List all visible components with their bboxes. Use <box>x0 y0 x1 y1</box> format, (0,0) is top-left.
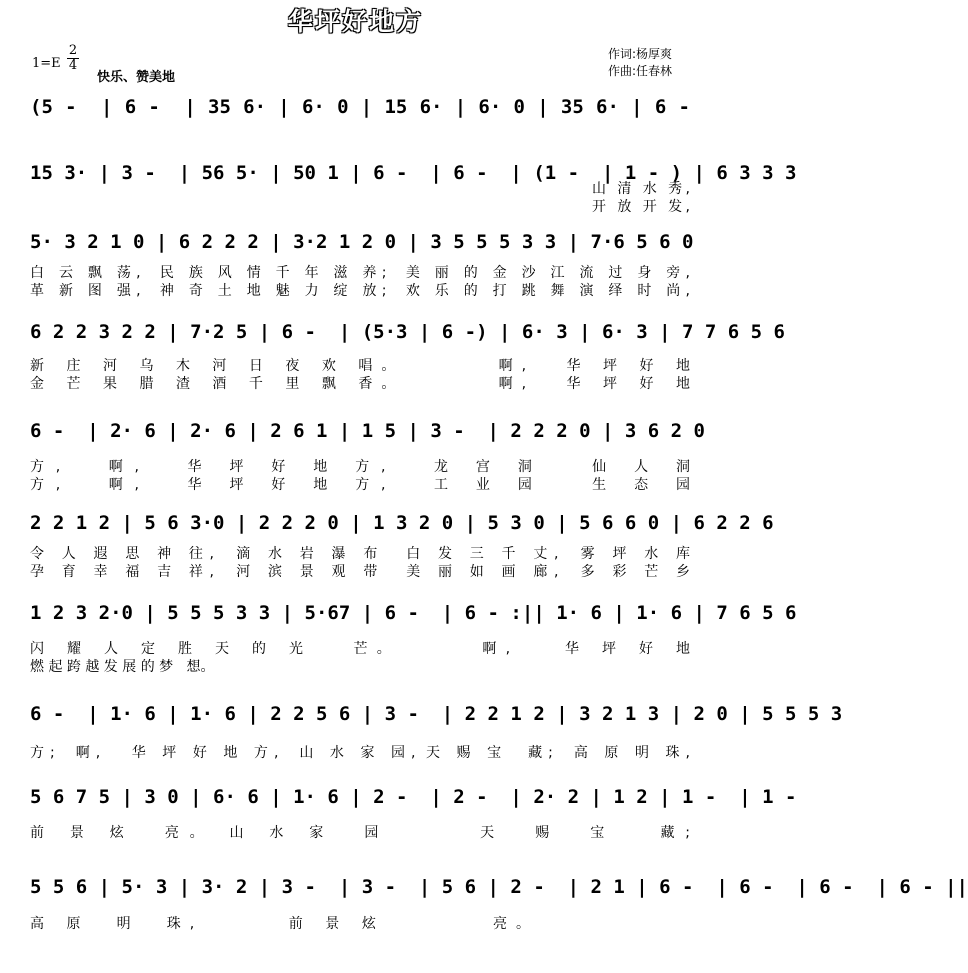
lyric-row-6-verse-2: 孕 育 幸 福 吉 祥, 河 滨 景 观 带 美 丽 如 画 廊, 多 彩 芒 乡 <box>30 564 690 580</box>
composer: 作曲:任春林 <box>608 64 673 78</box>
notation-row-1: (5 - | 6 - | 35 6· | 6· 0 | 15 6· | 6· 0 | 35 6· | 6 - <box>30 96 690 118</box>
lyric-row-8: 方; 啊, 华 坪 好 地 方, 山 水 家 园, 天 赐 宝 藏; 高 原 明 珠, <box>30 745 690 761</box>
lyric-row-2-verse-2: 开 放 开 发, <box>592 199 690 215</box>
credits <box>608 46 672 80</box>
meter-top: 2 <box>68 43 78 58</box>
lyric-row-4-verse-1: 新 庄 河 乌 木 河 日 夜 欢 唱。 啊, 华 坪 好 地 <box>30 358 690 374</box>
notation-row-3: 5· 3 2 1 0 | 6 2 2 2 | 3·2 1 2 0 | 3 5 5 5 3 3 | 7·6 5 6 0 <box>30 231 694 253</box>
lyric-row-6-verse-1: 令 人 遐 思 神 往, 滴 水 岩 瀑 布 白 发 三 千 丈, 雾 坪 水 库 <box>30 546 690 562</box>
lyric-row-10: 高 原 明 珠, 前 景 炫 亮。 <box>30 916 530 932</box>
notation-row-8: 6 - | 1· 6 | 1· 6 | 2 2 5 6 | 3 - | 2 2 1 2 | 3 2 1 3 | 2 0 | 5 5 5 3 <box>30 703 843 725</box>
notation-row-2: 15 3· | 3 - | 56 5· | 50 1 | 6 - | 6 - | (1 - | 1 - ) | 6 3 3 3 <box>30 162 797 184</box>
lyric-row-3-verse-2: 革 新 图 强, 神 奇 土 地 魅 力 绽 放; 欢 乐 的 打 跳 舞 演 绎 时 尚, <box>30 283 690 299</box>
time-signature <box>67 44 79 73</box>
lyric-row-5-verse-1: 方, 啊, 华 坪 好 地 方, 龙 宫 洞 仙 人 洞 <box>30 459 690 475</box>
lyricist: 作词:杨厚爽 <box>608 47 673 61</box>
lyric-row-3-verse-1: 白 云 飘 荡, 民 族 风 情 千 年 滋 养; 美 丽 的 金 沙 江 流 过 身 旁, <box>30 265 690 281</box>
lyric-row-4-verse-2: 金 芒 果 腊 渣 酒 千 里 飘 香。 啊, 华 坪 好 地 <box>30 376 690 392</box>
lyric-row-2-verse-1: 山 清 水 秀, <box>592 181 690 197</box>
notation-row-7: 1 2 3 2·0 | 5 5 5 3 3 | 5·67 | 6 - | 6 - :|| 1· 6 | 1· 6 | 7 6 5 6 <box>30 602 797 624</box>
notation-row-4: 6 2 2 3 2 2 | 7·2 5 | 6 - | (5·3 | 6 -) | 6· 3 | 6· 3 | 7 7 6 5 6 <box>30 321 785 343</box>
song-title: 华坪好地方 <box>287 7 423 36</box>
lyric-row-7-verse-1: 闪 耀 人 定 胜 天 的 光 芒。 啊, 华 坪 好 地 <box>30 641 690 657</box>
lyric-row-9: 前 景 炫 亮。 山 水 家 园 天 赐 宝 藏; <box>30 825 690 841</box>
notation-row-10: 5 5 6 | 5· 3 | 3· 2 | 3 - | 3 - | 5 6 | 2 - | 2 1 | 6 - | 6 - | 6 - | 6 - || <box>30 876 968 898</box>
notation-row-6: 2 2 1 2 | 5 6 3·0 | 2 2 2 0 | 1 3 2 0 | 5 3 0 | 5 6 6 0 | 6 2 2 6 <box>30 512 774 534</box>
notation-row-5: 6 - | 2· 6 | 2· 6 | 2 6 1 | 1 5 | 3 - | 2 2 2 0 | 3 6 2 0 <box>30 420 705 442</box>
notation-row-9: 5 6 7 5 | 3 0 | 6· 6 | 1· 6 | 2 - | 2 - | 2· 2 | 1 2 | 1 - | 1 - <box>30 786 797 808</box>
meter-bottom: 4 <box>68 58 78 73</box>
tempo-marking: 快乐、赞美地 <box>97 70 176 85</box>
key-signature: 1=E <box>32 56 61 71</box>
lyric-row-5-verse-2: 方, 啊, 华 坪 好 地 方, 工 业 园 生 态 园 <box>30 477 690 493</box>
lyric-row-7-verse-2: 燃 起 跨 越 发 展 的 梦 想。 <box>30 659 215 675</box>
